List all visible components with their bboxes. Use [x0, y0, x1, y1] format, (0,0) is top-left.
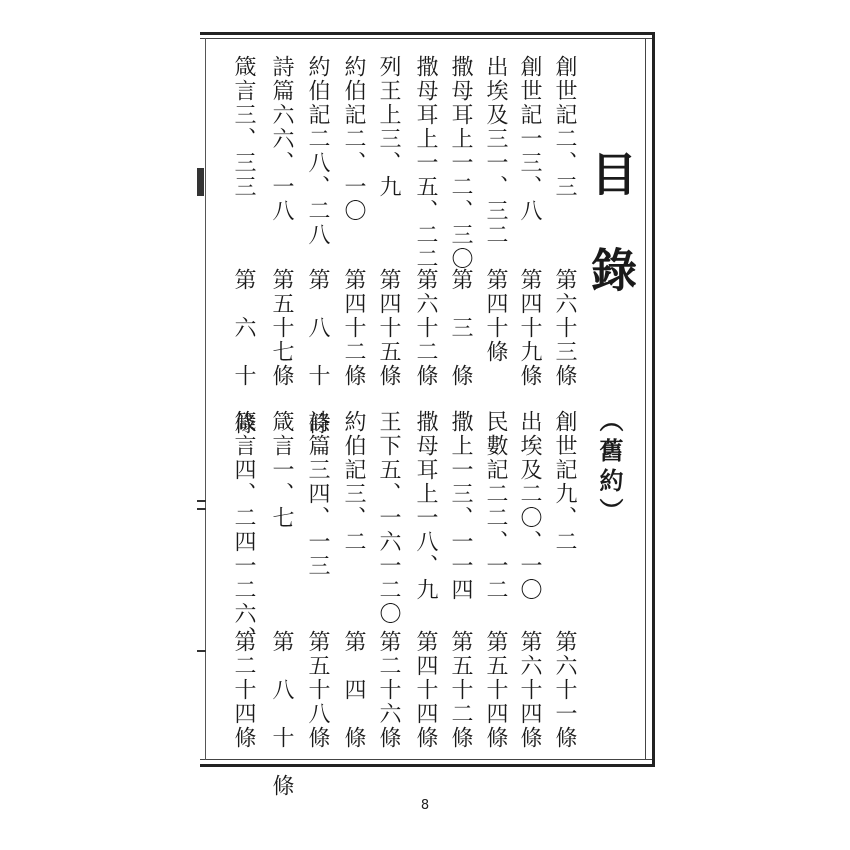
toc-reference: 創世記九、二: [552, 410, 577, 554]
toc-article-number: 第五十二條: [448, 630, 473, 750]
toc-article-number: 第六十四條: [517, 630, 542, 750]
toc-article-number: 第六十一條: [552, 630, 577, 750]
toc-reference: 詩篇六六、一八: [269, 55, 294, 223]
toc-article-number: 第四十九條: [517, 268, 542, 388]
toc-reference: 約伯記二、一〇: [341, 55, 366, 223]
toc-reference: 撒母耳上一八、九: [413, 410, 438, 602]
top-border-rule: [200, 32, 655, 35]
toc-reference: 民數記二二、一二: [483, 410, 508, 602]
toc-reference: 創世記一三、八: [517, 55, 542, 223]
toc-article-number: 第二十四條: [231, 630, 256, 750]
page-subtitle: （舊約）: [595, 408, 624, 528]
page-title: 目錄: [584, 150, 638, 342]
toc-article-number: 第 八 十 條: [305, 268, 330, 436]
right-border-rule: [652, 32, 655, 767]
toc-article-number: 第六十二條: [413, 268, 438, 388]
spine-mark: [197, 508, 206, 510]
toc-article-number: 第五十七條: [269, 268, 294, 388]
toc-article-number: 第四十四條: [413, 630, 438, 750]
toc-article-number: 第四十條: [483, 268, 508, 364]
toc-reference: 王下五、一六一二〇: [376, 410, 401, 626]
toc-article-number: 第五十四條: [483, 630, 508, 750]
toc-reference: 撒上一三、一一四: [448, 410, 473, 602]
toc-article-number: 第四十二條: [341, 268, 366, 388]
toc-reference: 約伯記三、二: [341, 410, 366, 554]
spine-mark: [197, 650, 206, 652]
toc-reference: 箴言三、三三: [231, 55, 256, 199]
toc-reference: 箴言一、七: [269, 410, 294, 530]
toc-article-number: 第 四 條: [341, 630, 366, 750]
right-border-inner-rule: [645, 38, 646, 760]
toc-reference: 列王上三、九: [376, 55, 401, 199]
toc-reference: 出埃及二〇、一〇: [517, 410, 542, 602]
toc-reference: 箴言四、二四一二六、: [231, 410, 256, 650]
top-border-inner-rule: [200, 38, 655, 39]
toc-reference: 撒母耳上一五、二二: [413, 55, 438, 271]
toc-article-number: 第 六 十 條: [231, 268, 256, 436]
toc-reference: 創世記二、三: [552, 55, 577, 199]
toc-reference: 撒母耳上一二、三〇: [448, 55, 473, 271]
spine-mark: [197, 500, 206, 502]
toc-article-number: 第五十八條: [305, 630, 330, 750]
page-number: 8: [420, 798, 430, 813]
toc-article-number: 第四十五條: [376, 268, 401, 388]
spine-mark: [197, 168, 204, 196]
toc-reference: 詩篇三四、一三: [305, 410, 330, 578]
toc-article-number: 第六十三條: [552, 268, 577, 388]
toc-reference: 出埃及三一、三二: [483, 55, 508, 247]
toc-article-number: 第二十六條: [376, 630, 401, 750]
toc-reference: 約伯記二八、二八: [305, 55, 330, 247]
toc-article-number: 第 三 條: [448, 268, 473, 388]
toc-article-number: 第 八 十 條: [269, 630, 294, 798]
